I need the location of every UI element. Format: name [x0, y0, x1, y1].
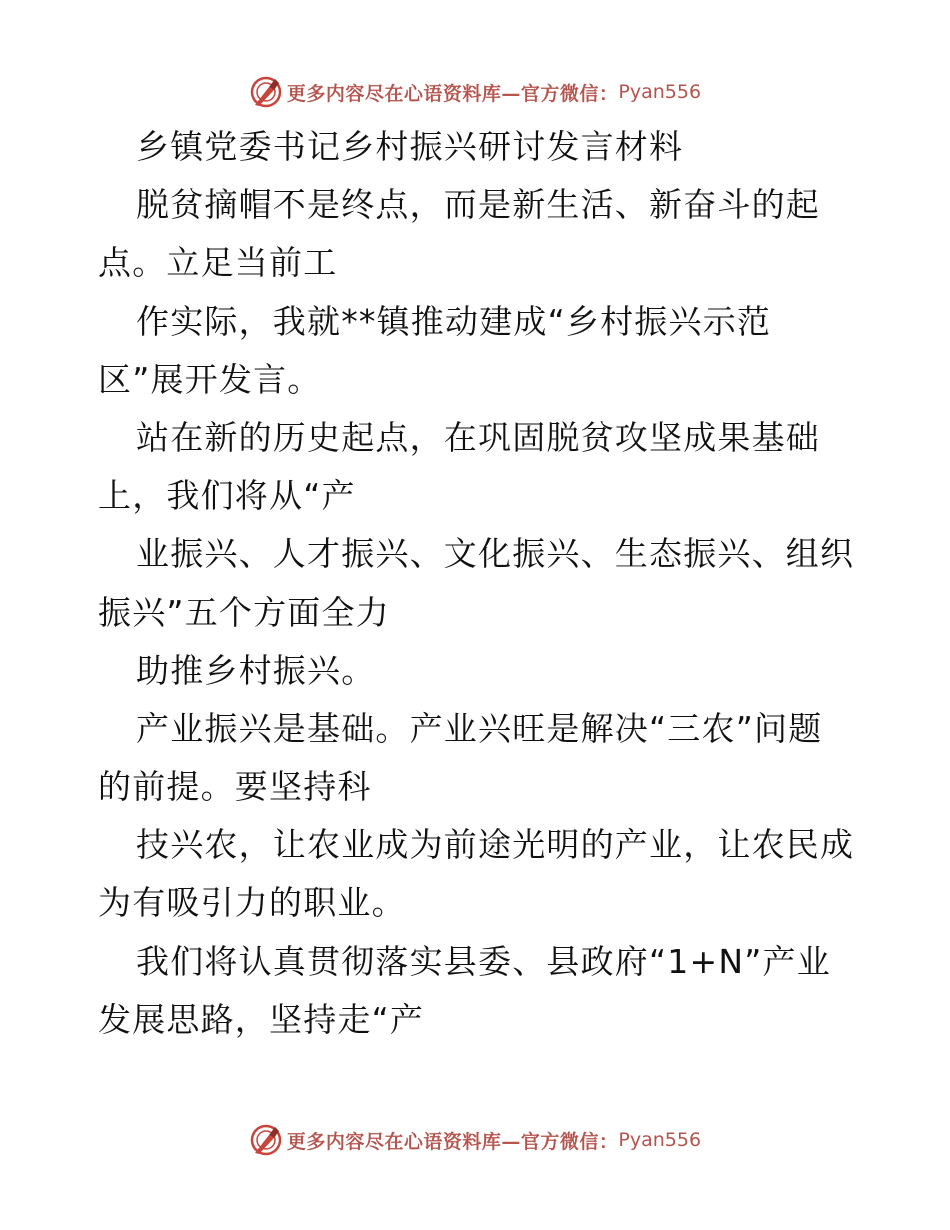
text-line: 的前提。要坚持科 — [98, 767, 372, 807]
text-line: 脱贫摘帽不是终点，而是新生活、新奋斗的起 — [136, 185, 820, 225]
header-banner — [0, 72, 950, 112]
header-wechat-id: Pyan556 — [618, 81, 702, 103]
pen-nib-logo-icon — [249, 1123, 283, 1157]
text-line: 站在新的历史起点，在巩固脱贫攻坚成果基础 — [136, 417, 820, 457]
footer-banner — [0, 1120, 950, 1160]
text-line: 作实际，我就**镇推动建成“乡村振兴示范 — [136, 301, 772, 341]
text-line: 振兴”五个方面全力 — [98, 592, 390, 632]
text-line: 上，我们将从“产 — [98, 476, 356, 516]
text-line: 助推乡村振兴。 — [136, 650, 376, 690]
text-line: 乡镇党委书记乡村振兴研讨发言材料 — [136, 127, 684, 166]
text-line: 技兴农，让农业成为前途光明的产业，让农民成 — [136, 825, 855, 865]
text-line: 发展思路，坚持走“产 — [98, 999, 425, 1039]
header-banner-text: 更多内容尽在心语资料库—官方微信： — [286, 82, 619, 105]
document-body — [98, 118, 858, 1049]
footer-banner-text: 更多内容尽在心语资料库—官方微信： — [286, 1130, 619, 1153]
footer-wechat-id: Pyan556 — [618, 1129, 702, 1151]
text-line: 产业振兴是基础。产业兴旺是解决“三农”问题 — [136, 708, 823, 748]
pen-nib-logo-icon — [249, 75, 283, 109]
text-line: 区”展开发言。 — [98, 359, 322, 399]
text-line: 我们将认真贯彻落实县委、县政府“1+N”产业 — [136, 941, 831, 981]
text-line: 为有吸引力的职业。 — [98, 883, 406, 923]
text-line: 业振兴、人才振兴、文化振兴、生态振兴、组织 — [136, 534, 855, 574]
text-line: 点。立足当前工 — [98, 243, 338, 283]
